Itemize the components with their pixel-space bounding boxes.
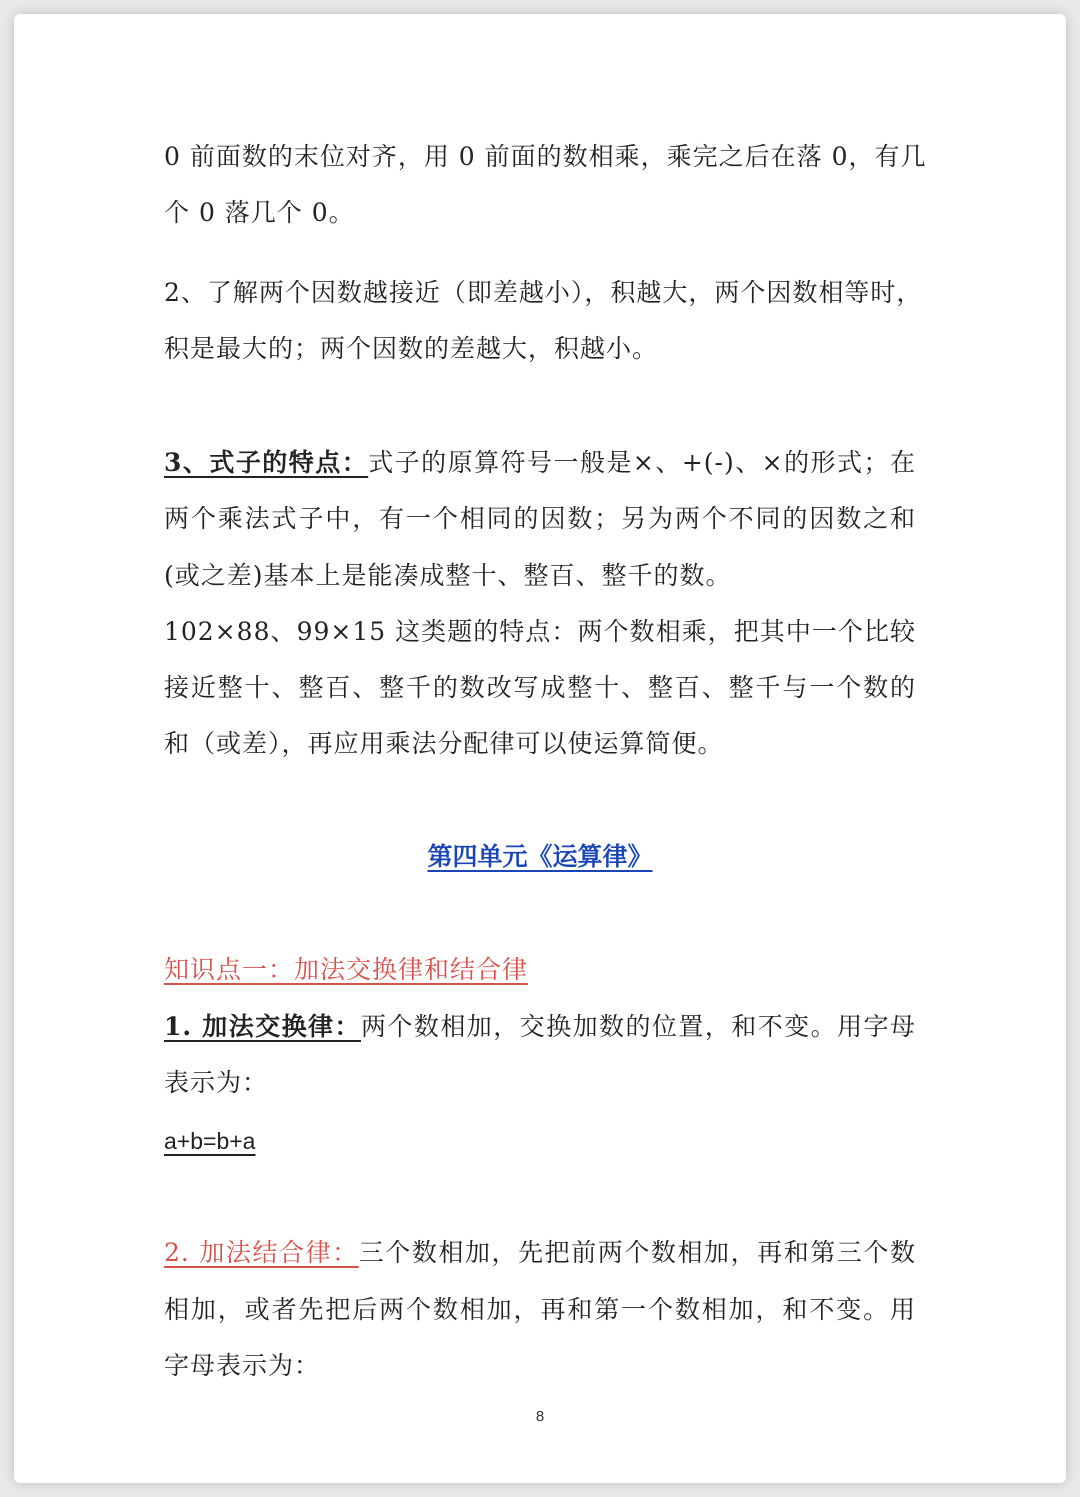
text-line [164, 448, 916, 478]
page-number: 8 [535, 1408, 545, 1425]
knowledge-point-title [164, 955, 916, 985]
knowledge-point-text: 知识点一：加法交换律和结合律 [164, 955, 529, 984]
text-line: (或之差)基本上是能凑成整十、整百、整千的数。 [164, 561, 732, 590]
law-text: 两个数相加，交换加数的位置，和不变。用字母 [360, 1012, 916, 1041]
text-line: 和（或差），再应用乘法分配律可以使运算简便。 [164, 729, 724, 758]
section-text: 式子的原算符号一般是×、+(-)、×的形式；在 [368, 448, 916, 477]
text-line: 个 0 落几个 0。 [164, 198, 355, 227]
text-line: 2、了解两个因数越接近（即差越小），积越大，两个因数相等时， [164, 278, 923, 307]
text-line [164, 1238, 916, 1268]
text-line: 相加，或者先把后两个数相加，再和第一个数相加，和不变。用 [164, 1295, 916, 1324]
law-label: 2. 加法结合律： [164, 1238, 359, 1267]
formula: a+b=b+a [164, 1128, 256, 1154]
section-label: 3、式子的特点： [164, 448, 369, 477]
unit-heading [0, 842, 1080, 872]
text-line: 字母表示为： [164, 1351, 321, 1380]
unit-heading-text: 第四单元《运算律》 [427, 842, 653, 871]
law-label: 1. 加法交换律： [164, 1012, 361, 1041]
text-line: 接近整十、整百、整千的数改写成整十、整百、整千与一个数的 [164, 673, 916, 702]
text-line: 102×88、99×15 这类题的特点：两个数相乘，把其中一个比较 [164, 617, 916, 646]
text-line: 表示为： [164, 1068, 269, 1097]
text-line: 两个乘法式子中，有一个相同的因数；另为两个不同的因数之和 [164, 504, 916, 533]
text-line [164, 1012, 916, 1042]
text-line: 0 前面数的末位对齐，用 0 前面的数相乘，乘完之后在落 0，有几 [164, 142, 927, 171]
text-line: 积是最大的；两个因数的差越大，积越小。 [164, 334, 659, 363]
law-text: 三个数相加，先把前两个数相加，再和第三个数 [358, 1238, 916, 1267]
